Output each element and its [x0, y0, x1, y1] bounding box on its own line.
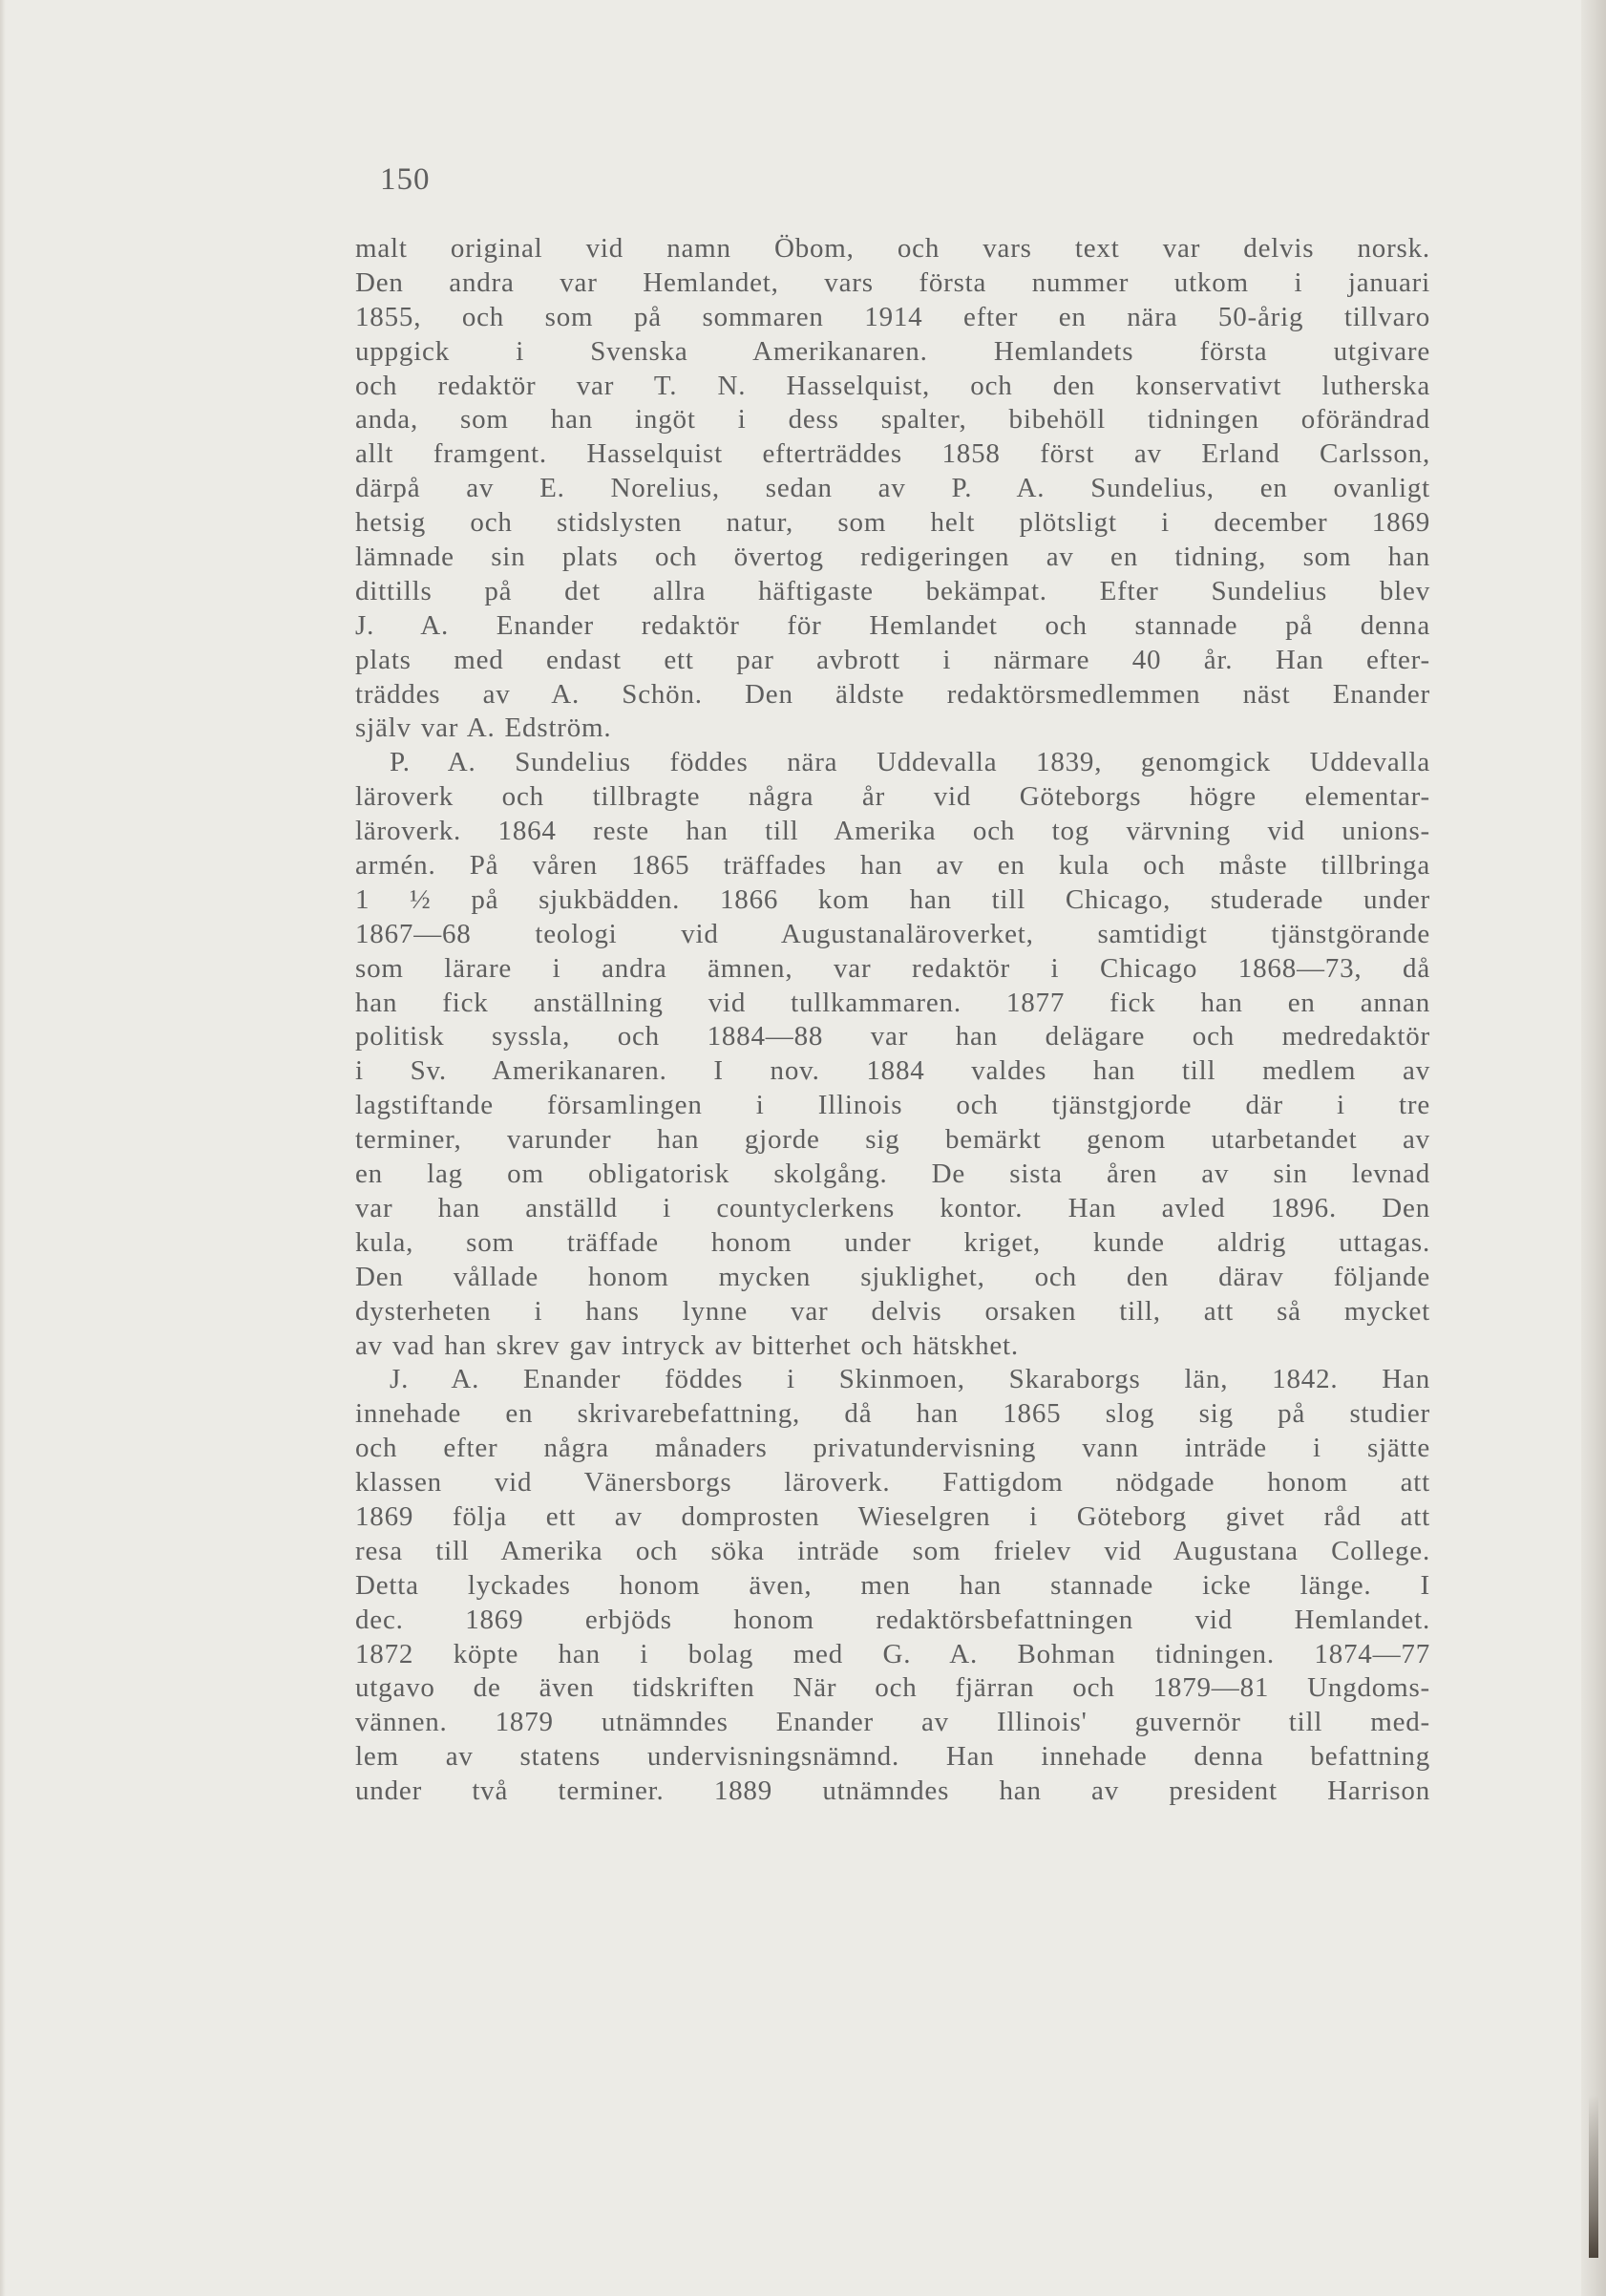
text-line: i Sv. Amerikanaren. I nov. 1884 valdes han till medlem av [355, 1055, 1430, 1087]
text-line: 1 ½ på sjukbädden. 1866 kom han till Chicago, studerade under [355, 883, 1430, 915]
text-line: Den vållade honom mycken sjuklighet, och den därav följande [355, 1261, 1430, 1292]
body-text [355, 232, 1430, 1809]
text-line: 1855, och som på sommaren 1914 efter en nära 50-årig tillvaro [355, 301, 1430, 332]
text-line: P. A. Sundelius föddes nära Uddevalla 1839, genomgick Uddevalla [390, 747, 1430, 778]
text-line: politisk syssla, och 1884—88 var han delägare och medredaktör [355, 1021, 1430, 1052]
text-line: 1869 följa ett av domprosten Wieselgren i Göteborg givet råd att [355, 1500, 1430, 1532]
text-line: dittills på det allra häftigaste bekämpat. Efter Sundelius blev [355, 575, 1430, 606]
text-line: lem av statens undervisningsnämnd. Han innehade denna befattning [355, 1741, 1430, 1773]
text-line: under två terminer. 1889 utnämndes han av president Harrison [355, 1775, 1430, 1807]
text-line: dec. 1869 erbjöds honom redaktörsbefattningen vid Hemlandet. [355, 1604, 1430, 1635]
text-line: var han anställd i countyclerkens kontor. Han avled 1896. Den [355, 1192, 1430, 1223]
text-line: utgavo de även tidskriften När och fjärran och 1879—81 Ungdoms- [355, 1672, 1430, 1704]
text-line: 1867—68 teologi vid Augustanaläroverket, samtidigt tjänstgörande [355, 918, 1430, 949]
text-line: vännen. 1879 utnämndes Enander av Illinois' guvernör till med- [355, 1707, 1430, 1738]
text-line: klassen vid Vänersborgs läroverk. Fattigdom nödgade honom att [355, 1467, 1430, 1499]
text-line: läroverk. 1864 reste han till Amerika och tog värvning vid unions- [355, 816, 1430, 847]
text-line: en lag om obligatorisk skolgång. De sista åren av sin levnad [355, 1159, 1430, 1190]
paragraph-3 [355, 1363, 1430, 1809]
text-line: J. A. Enander redaktör för Hemlandet och stannade på denna [355, 609, 1430, 641]
page-number: 150 [380, 162, 431, 197]
text-line: han fick anställning vid tullkammaren. 1877 fick han en annan [355, 987, 1430, 1018]
text-line: innehade en skrivarebefattning, då han 1865 slog sig på studier [355, 1398, 1430, 1430]
text-line: allt framgent. Hasselquist efterträddes 1858 först av Erland Carlsson, [355, 438, 1430, 470]
text-line: hetsig och stidslysten natur, som helt plötsligt i december 1869 [355, 507, 1430, 539]
text-line: som lärare i andra ämnen, var redaktör i Chicago 1868—73, då [355, 952, 1430, 984]
text-line: därpå av E. Norelius, sedan av P. A. Sundelius, en ovanligt [355, 473, 1430, 504]
text-line: Detta lyckades honom även, men han stannade icke länge. I [355, 1569, 1430, 1601]
binding-shadow-mark [1589, 2095, 1598, 2258]
text-line: armén. På våren 1865 träffades han av en kula och måste tillbringa [355, 850, 1430, 882]
text-line: malt original vid namn Öbom, och vars text var delvis norsk. [355, 233, 1430, 264]
text-line: lämnade sin plats och övertog redigeringen av en tidning, som han [355, 542, 1430, 573]
text-line: plats med endast ett par avbrott i närmare 40 år. Han efter- [355, 644, 1430, 675]
text-line: dysterheten i hans lynne var delvis orsaken till, att så mycket [355, 1295, 1430, 1327]
text-line: själv var A. Edström. [355, 712, 612, 744]
page-right-edge [1581, 0, 1606, 2296]
text-line: J. A. Enander föddes i Skinmoen, Skaraborgs län, 1842. Han [390, 1364, 1430, 1395]
text-line: uppgick i Svenska Amerikanaren. Hemlandets första utgivare [355, 335, 1430, 367]
text-line: läroverk och tillbragte några år vid Göteborgs högre elementar- [355, 781, 1430, 813]
text-line: och redaktör var T. N. Hasselquist, och den konservativt lutherska [355, 370, 1430, 401]
text-line: av vad han skrev gav intryck av bitterhet och hätskhet. [355, 1329, 1019, 1361]
text-line: 1872 köpte han i bolag med G. A. Bohman tidningen. 1874—77 [355, 1638, 1430, 1669]
text-line: och efter några månaders privatundervisning vann inträde i sjätte [355, 1433, 1430, 1464]
text-line: träddes av A. Schön. Den äldste redaktörsmedlemmen näst Enander [355, 678, 1430, 710]
text-line: Den andra var Hemlandet, vars första nummer utkom i januari [355, 266, 1430, 298]
text-line: lagstiftande församlingen i Illinois och tjänstgjorde där i tre [355, 1090, 1430, 1121]
text-line: terminer, varunder han gjorde sig bemärkt genom utarbetandet av [355, 1124, 1430, 1156]
page-left-edge [0, 0, 6, 2296]
text-line: anda, som han ingöt i dess spalter, bibehöll tidningen oförändrad [355, 404, 1430, 436]
paragraph-1 [355, 232, 1430, 746]
text-line: resa till Amerika och söka inträde som frielev vid Augustana College. [355, 1535, 1430, 1566]
paragraph-2 [355, 746, 1430, 1363]
text-line: kula, som träffade honom under kriget, kunde aldrig uttagas. [355, 1226, 1430, 1258]
